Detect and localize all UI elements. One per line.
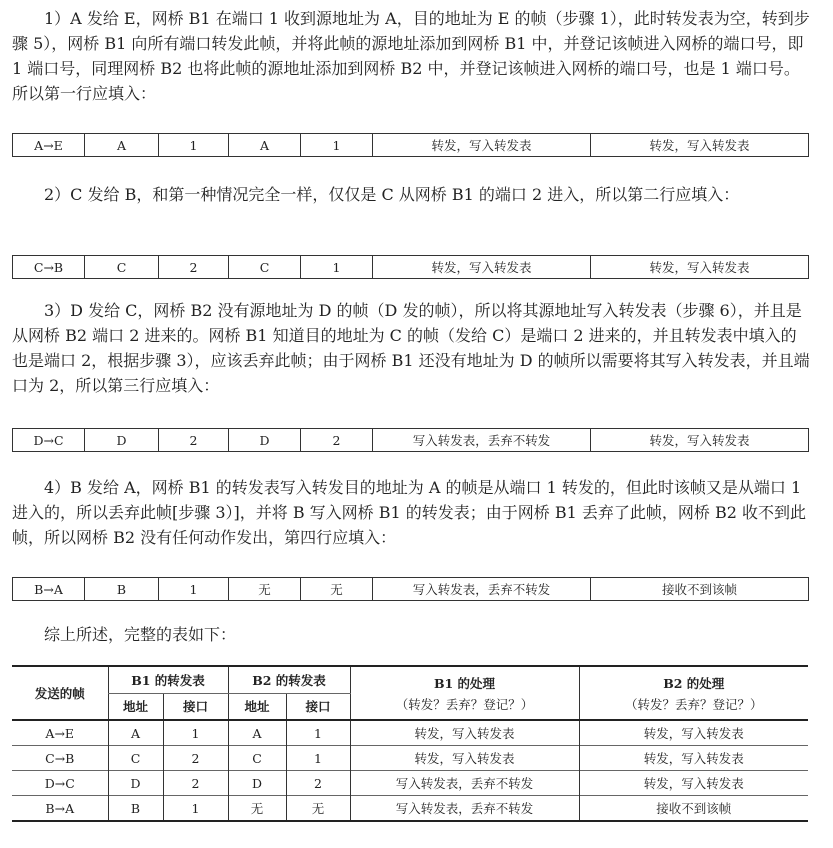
frame-cell: A→E — [45, 725, 75, 741]
b2-action-cell: 转发，写入转发表 — [579, 720, 808, 746]
b2-addr-cell: D — [228, 771, 286, 796]
header-b1-addr: 地址 — [108, 693, 163, 720]
frame-cell: B→A — [13, 578, 85, 601]
frame-cell: D→C — [12, 771, 108, 796]
b1-action-cell: 转发，写入转发表 — [373, 134, 591, 157]
frame-cell: C→B — [13, 256, 85, 279]
header-frame: 发送的帧 — [34, 686, 85, 701]
row-table-3 — [12, 428, 809, 452]
header-b1-handling-sub: （转发？丢弃？登记？） — [395, 696, 534, 712]
row-table-4 — [12, 577, 809, 601]
frame-cell: B→A — [12, 796, 108, 822]
header-b2-port: 接口 — [286, 693, 350, 720]
b2-port-cell: 1 — [286, 720, 350, 746]
b1-port-cell: 2 — [163, 771, 228, 796]
paragraph-2: 2）C 发给 B，和第一种情况完全一样，仅仅是 C 从网桥 B1 的端口 2 进入，所以第二行应填入： — [44, 185, 740, 204]
header-b2-table: B2 的转发表 — [228, 666, 350, 693]
b2-action-cell: 转发，写入转发表 — [591, 134, 809, 157]
table-row — [13, 134, 809, 157]
b1-port-cell: 1 — [163, 720, 228, 746]
summary-table — [12, 665, 808, 822]
b2-action-cell: 接收不到该帧 — [591, 578, 809, 601]
b2-addr-cell: A — [229, 134, 301, 157]
b2-action-cell: 转发，写入转发表 — [579, 771, 808, 796]
header-b2-handling — [579, 666, 808, 720]
table-row — [12, 796, 808, 822]
b1-port-cell: 1 — [159, 134, 229, 157]
b2-addr-cell: 无 — [228, 796, 286, 822]
b2-port-cell: 2 — [286, 771, 350, 796]
header-b1-port: 接口 — [163, 693, 228, 720]
b1-addr-cell: A — [85, 134, 159, 157]
header-b1-handling-title: B1 的处理 — [433, 675, 496, 691]
b1-addr-cell: B — [108, 796, 163, 822]
b2-action-cell: 转发，写入转发表 — [579, 746, 808, 771]
frame-cell: C→B — [12, 746, 108, 771]
b1-action-cell: 转发，写入转发表 — [350, 746, 579, 771]
table-row — [12, 720, 808, 746]
b1-port-cell: 2 — [159, 429, 229, 452]
b2-addr-cell: A — [228, 720, 286, 746]
b2-action-cell: 接收不到该帧 — [579, 796, 808, 822]
b1-addr-cell: B — [85, 578, 159, 601]
table-row — [13, 578, 809, 601]
b2-port-cell: 无 — [286, 796, 350, 822]
row-table-2 — [12, 255, 809, 279]
header-b2-addr: 地址 — [228, 693, 286, 720]
b1-port-cell: 1 — [159, 578, 229, 601]
paragraph-4: 4）B 发给 A，网桥 B1 的转发表写入转发目的地址为 A 的帧是从端口 1 转发的，但此时该帧又是从端口 1 进入的，所以丢弃此帧[步骤 3）]，并将 B 写入网桥 B1 的转发表；由于网桥 B1 丢弃了此帧，网桥 B2 收不到此帧，所以网桥 B2 没有任何动作发出，第四行应填入： — [12, 478, 807, 547]
b1-port-cell: 2 — [163, 746, 228, 771]
b1-port-cell: 1 — [163, 796, 228, 822]
b1-action-cell: 转发，写入转发表 — [350, 720, 579, 746]
b2-port-cell: 1 — [301, 134, 373, 157]
table-row — [12, 771, 808, 796]
b1-addr-cell: C — [108, 746, 163, 771]
b2-action-cell: 转发，写入转发表 — [591, 429, 809, 452]
paragraph-3: 3）D 发给 C，网桥 B2 没有源地址为 D 的帧（D 发的帧），所以将其源地址写入转发表（步骤 6），并且是从网桥 B2 端口 2 进来的。网桥 B1 知道目的地址为 C 的帧（发给 C）是端口 2 进来的，并且转发表中填入的也是端口 2，根据步骤 3），应该丢弃此帧；由于网桥 B1 还没有地址为 D 的帧所以需要将其写入转发表，并且端口为 2，所以第三行应填入： — [12, 301, 810, 395]
table-row — [13, 256, 809, 279]
b2-addr-cell: 无 — [229, 578, 301, 601]
header-b2-handling-sub: （转发？丢弃？登记？） — [624, 696, 763, 712]
b1-port-cell: 2 — [159, 256, 229, 279]
row-table-1 — [12, 133, 809, 157]
header-b1-table: B1 的转发表 — [108, 666, 228, 693]
frame-cell: D→C — [13, 429, 85, 452]
header-b1-handling — [350, 666, 579, 720]
b1-addr-cell: D — [85, 429, 159, 452]
paragraph-1: 1）A 发给 E，网桥 B1 在端口 1 收到源地址为 A，目的地址为 E 的帧（步骤 1），此时转发表为空，转到步骤 5），网桥 B1 向所有端口转发此帧，并将此帧的源地址添加到网桥 B1 中，并登记该帧进入网桥的端口号，即 1 端口号，同理网桥 B2 也将此帧的源地址添加到网桥 B2 中，并登记该帧进入网桥的端口号，也是 1 端口号。所以第一行应填入： — [12, 9, 810, 103]
table-row — [13, 429, 809, 452]
b2-port-cell: 2 — [301, 429, 373, 452]
b1-action-cell: 写入转发表，丢弃不转发 — [350, 771, 579, 796]
b1-action-cell: 写入转发表，丢弃不转发 — [373, 578, 591, 601]
b1-addr-cell: C — [85, 256, 159, 279]
b2-action-cell: 转发，写入转发表 — [591, 256, 809, 279]
b2-addr-cell: D — [229, 429, 301, 452]
b1-addr-cell: D — [108, 771, 163, 796]
b2-port-cell: 无 — [301, 578, 373, 601]
b1-action-cell: 写入转发表，丢弃不转发 — [350, 796, 579, 822]
b2-addr-cell: C — [228, 746, 286, 771]
frame-cell: A→E — [13, 134, 85, 157]
b2-port-cell: 1 — [301, 256, 373, 279]
b2-addr-cell: C — [229, 256, 301, 279]
b1-action-cell: 转发，写入转发表 — [373, 256, 591, 279]
b1-action-cell: 写入转发表，丢弃不转发 — [373, 429, 591, 452]
b1-addr-cell: A — [108, 720, 163, 746]
table-row — [12, 746, 808, 771]
b2-port-cell: 1 — [286, 746, 350, 771]
header-b2-handling-title: B2 的处理 — [663, 675, 725, 691]
paragraph-summary: 综上所述，完整的表如下： — [44, 625, 237, 644]
